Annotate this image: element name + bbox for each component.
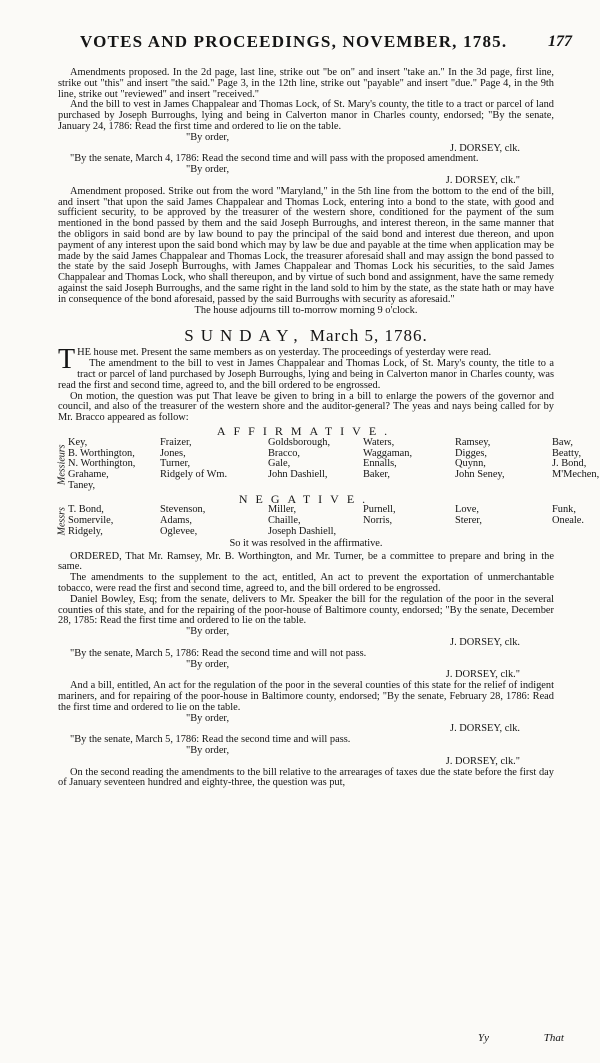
vote-name: N. Worthington, <box>68 458 136 470</box>
vote-name <box>363 481 455 492</box>
vote-name: Quynn, <box>455 458 486 470</box>
vote-name: Purnell, <box>363 504 396 516</box>
vote-name: Oneale. <box>552 515 585 527</box>
paragraph: "By the senate, March 5, 1786: Read the second time and will pass. <box>70 734 351 746</box>
vote-name: Sterer, <box>455 515 482 527</box>
vote-name: Fraizer, <box>160 436 192 448</box>
vote-name: Chaille, <box>268 515 301 527</box>
day-label: SUNDAY, <box>184 326 305 346</box>
day-date: March 5, 1786. <box>309 326 428 346</box>
order-line: "By order, <box>186 131 230 143</box>
vote-name: Ridgely, <box>68 526 103 538</box>
signature-line: J. DORSEY, clk." <box>445 755 520 767</box>
negative-side-label: Messrs <box>56 507 68 536</box>
vote-name: Joseph Dashiell, <box>268 526 337 538</box>
vote-name: Gale, <box>268 458 291 470</box>
running-title: VOTES AND PROCEEDINGS, NOVEMBER, 1785. <box>80 32 508 51</box>
signature-line: J. DORSEY, clk. <box>450 723 520 735</box>
order-line: "By order, <box>186 658 230 670</box>
order-line: "By order, <box>186 164 230 176</box>
paragraph: Amendment proposed. Strike out from the word "Maryland," in the 5th line from the bottom to the end of the bill, and insert "that upon the said James Chappalear and Thomas Lock, entering into a bond to the state, with good and sufficient security, to be approved by the treasurer of the western shore, conditioned for the payment of the sum mentioned in the bond passed by them and the said Joseph Burroughs, and interest thereon, in the same manner that the obligors in said bond are by law bound to pay the principal of the said bond and interest due thereon, and upon payment of any interest upon the said bond which may by law be due and payable at the time when application may be made by the said James Chappalear and Thomas Lock, the treasurer aforesaid shall and may assign the bond passed to the state by the said Joseph Burroughs, with James Chappalear and Thomas Lock his securities, to the said James Chappalear and Thomas Lock, who shall thereupon, and by virtue of such bond and assignment, have the same remedy against the said Joseph Burroughs, and the same right in the land sold to him by the state, as the state hath or may have in consequence of the bond aforesaid, passed by the said Burroughs with security as aforesaid." <box>58 185 554 305</box>
vote-name: Beatty, <box>552 447 582 459</box>
vote-name: Key, <box>68 436 88 448</box>
vote-name <box>552 527 600 538</box>
vote-name: Love, <box>455 504 479 516</box>
paragraph: On the second reading the amendments to the bill relative to the arrearages of taxes due the state before the first day of January seventeen hundred and eighty-three, the question was put, <box>58 766 554 789</box>
day-heading <box>58 324 554 348</box>
vote-result: So it was resolved in the affirmative. <box>229 537 383 549</box>
opening-text: HE house met. Present the same members as on yesterday. The proceedings of yesterday were read. <box>77 347 492 359</box>
vote-name <box>268 481 363 492</box>
vote-name <box>552 481 600 492</box>
vote-name: Goldsborough, <box>268 436 331 448</box>
negative-heading: NEGATIVE. <box>238 491 374 506</box>
page-header <box>0 20 600 64</box>
vote-name: Digges, <box>455 447 488 459</box>
vote-name <box>455 527 552 538</box>
catchword: That <box>543 1032 564 1044</box>
affirmative-side-label: Messieurs <box>56 444 68 485</box>
adjournment-line: The house adjourns till to-morrow morning 9 o'clock. <box>194 304 418 316</box>
vote-name: John Seney, <box>455 469 505 481</box>
paragraph: And the bill to vest in James Chappalear and Thomas Lock, of St. Mary's county, the title to a tract or parcel of land purchased by Joseph Burroughs, lying and being in Calverton manor in Charles county, endorsed; "By the senate, January 24, 1786: Read the first time and ordered to lie on the table. <box>58 99 554 132</box>
vote-name: Funk, <box>552 504 576 516</box>
vote-name: Miller, <box>268 504 297 516</box>
page-number: 177 <box>548 33 572 50</box>
vote-name: Grahame, <box>68 469 109 481</box>
affirmative-heading: AFFIRMATIVE. <box>216 423 396 438</box>
order-line: "By order, <box>186 745 230 757</box>
paragraph: Daniel Bowley, Esq; from the senate, delivers to Mr. Speaker the bill for the regulation of the poor in the several counties of this state, and for the repairing of the poor-house of Baltimore county, endorsed; "By the senate, December 28, 1785: Read the first time and ordered to lie on the table. <box>58 593 554 627</box>
signature-line: J. DORSEY, clk. <box>450 637 520 649</box>
vote-name: Baker, <box>363 469 390 481</box>
paragraph: The amendments to the supplement to the act, entitled, An act to prevent the exportation of unmerchantable tobacco, were read the first and second time, agreed to, and the bill ordered to be engrossed. <box>58 572 554 595</box>
order-line: "By order, <box>186 712 230 724</box>
vote-name: B. Worthington, <box>68 447 135 459</box>
signature-line: J. DORSEY, clk. <box>450 142 520 154</box>
paragraph: ORDERED, That Mr. Ramsey, Mr. B. Worthington, and Mr. Turner, be a committee to prepare and bring in the same. <box>58 550 554 573</box>
negative-votes <box>56 504 585 538</box>
body-text <box>56 67 600 789</box>
signature-line: J. DORSEY, clk." <box>445 174 520 186</box>
negative-list <box>68 505 600 537</box>
vote-name: T. Bond, <box>68 504 104 516</box>
dropcap: T <box>58 344 76 376</box>
paragraph: Amendments proposed. In the 2d page, last line, strike out "be on" and insert "take an." In the 3d page, first line, strike out "this" and insert "the said." Page 3, in the 12th line, strike out "payable" and insert "due." Page 4, in the 9th line, strike out "reviewed" and insert "received." <box>58 67 554 100</box>
paragraph: And a bill, entitled, An act for the regulation of the poor in the several counties of this state for the relief of indigent mariners, and for repairing of the poor-house in Baltimore county, endorsed; "By the senate, February 28, 1786: Read the first time and ordered to lie on the table. <box>58 680 554 713</box>
vote-name: M'Mechen, <box>552 469 600 481</box>
vote-name: Bracco, <box>268 447 301 459</box>
vote-name <box>363 527 455 538</box>
paragraph: "By the senate, March 4, 1786: Read the second time and will pass with the proposed amendment. <box>70 153 479 165</box>
vote-name: Baw, <box>552 436 573 448</box>
vote-name: Turner, <box>160 458 191 470</box>
vote-name: Somervile, <box>68 515 114 527</box>
vote-name: Taney, <box>68 479 96 491</box>
vote-name: Norris, <box>363 515 393 527</box>
vote-name: J. Bond, <box>552 458 587 470</box>
paragraph: "By the senate, March 5, 1786: Read the second time and will not pass. <box>70 647 367 659</box>
vote-name <box>160 481 268 492</box>
signature-mark: Yy <box>478 1032 489 1044</box>
vote-name: Waggaman, <box>363 447 413 459</box>
affirmative-list <box>68 438 600 492</box>
vote-name <box>455 481 552 492</box>
order-line: "By order, <box>186 626 230 638</box>
vote-name: Waters, <box>363 436 395 448</box>
vote-name: John Dashiell, <box>268 469 328 481</box>
paragraph: On motion, the question was put That leave be given to bring in a bill to enlarge the powers of the governor and council, and also of the treasurer of the western shore and the auditor-general? The yeas and nays being called for by Mr. Bracco appeared as follow: <box>58 390 554 424</box>
vote-name: Jones, <box>160 447 186 459</box>
affirmative-votes <box>56 436 600 492</box>
vote-name: Ridgely of Wm. <box>160 469 228 481</box>
paragraph: The amendment to the bill to vest in James Chappalear and Thomas Lock, of St. Mary's county, the title to a tract or parcel of land purchased by Joseph Burroughs, lying and being in Calverton manor in Charles county, was read the first and second time, agreed to, and the bill ordered to be engrossed. <box>58 358 554 391</box>
vote-name: Ennalls, <box>363 458 397 470</box>
vote-name: Oglevee, <box>160 526 198 538</box>
vote-name: Stevenson, <box>160 504 206 516</box>
vote-name: Ramsey, <box>455 436 491 448</box>
signature-line: J. DORSEY, clk." <box>445 669 520 681</box>
page-footer <box>478 1032 564 1044</box>
vote-name: Adams, <box>160 515 193 527</box>
